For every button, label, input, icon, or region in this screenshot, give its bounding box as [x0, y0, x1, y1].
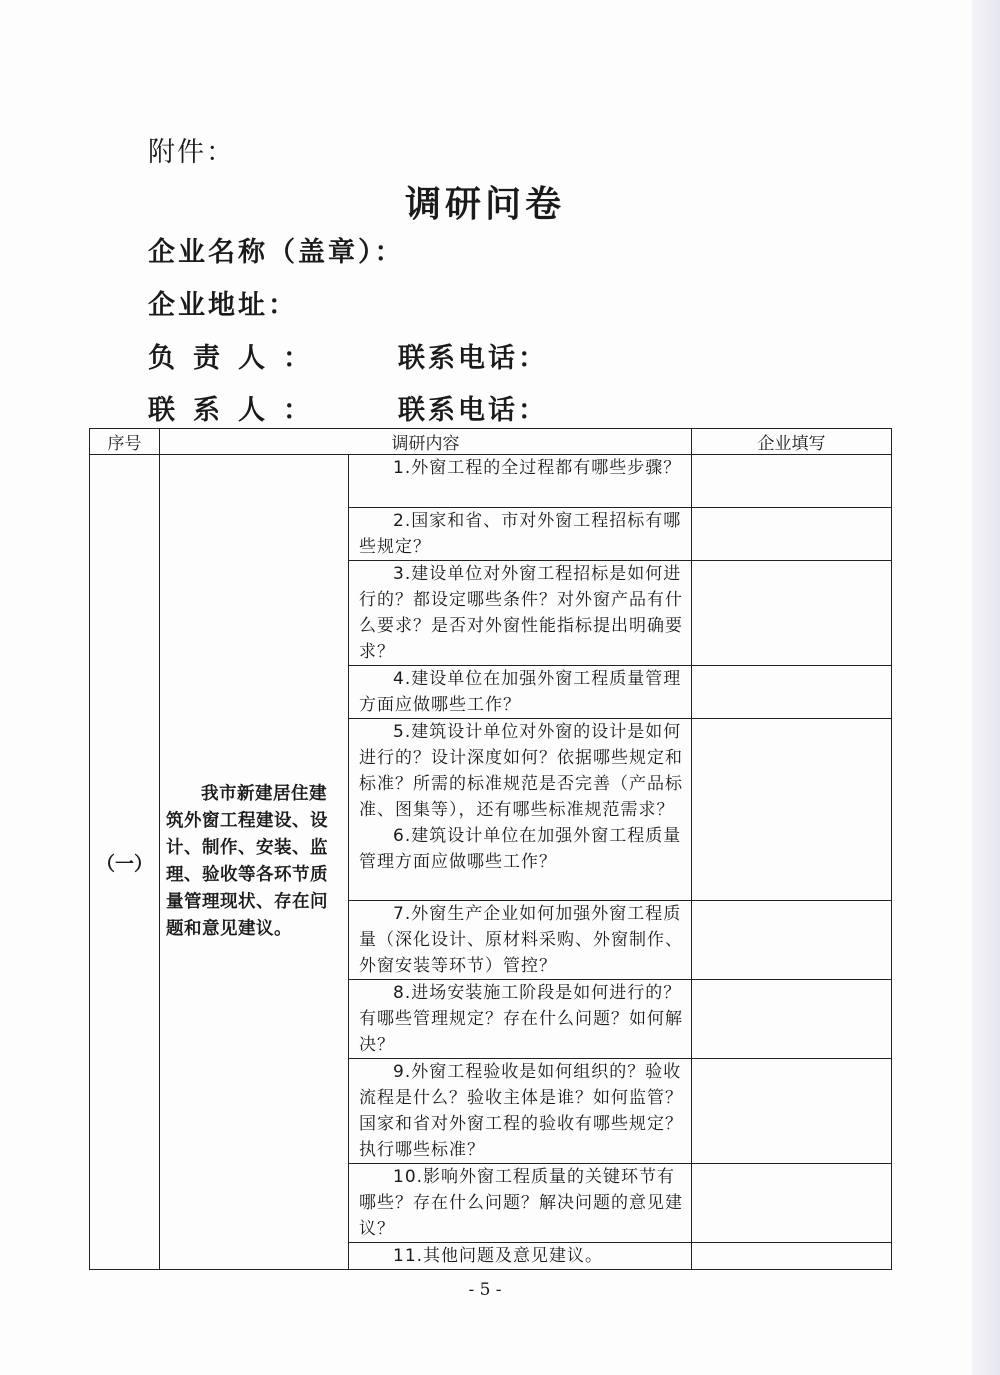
question-6: 6.建筑设计单位在加强外窗工程质量管理方面应做哪些工作？	[359, 826, 682, 872]
answer-cell-2[interactable]	[692, 508, 892, 561]
answer-cell-3[interactable]	[692, 561, 892, 666]
answer-cell-8[interactable]	[692, 980, 892, 1059]
company-name-field: 企业名称（盖章）：	[148, 237, 405, 268]
question-10: 10.影响外窗工程质量的关键环节有哪些？存在什么问题？解决问题的意见建议？	[349, 1164, 692, 1243]
contact-person-field: 联系人：	[148, 395, 328, 426]
question-5-6	[349, 719, 692, 901]
attachment-label: 附件：	[148, 137, 235, 168]
question-1: 1.外窗工程的全过程都有哪些步骤？	[349, 455, 692, 508]
header-company-fill: 企业填写	[692, 429, 892, 455]
answer-cell-9[interactable]	[692, 1059, 892, 1164]
person-in-charge-field: 负责人：	[148, 343, 328, 374]
row-index: （一）	[90, 455, 160, 1270]
question-5: 5.建筑设计单位对外窗的设计是如何进行的？设计深度如何？依据哪些规定和标准？所需的标准规范是否完善（产品标准、图集等），还有哪些标准规范需求？	[359, 722, 683, 820]
answer-cell-11[interactable]	[692, 1243, 892, 1270]
phone-field-2: 联系电话：	[398, 395, 548, 426]
header-index: 序号	[90, 429, 160, 455]
topic-cell: 我市新建居住建筑外窗工程建设、设计、制作、安装、监理、验收等各环节质量管理现状、存在问题和意见建议。	[160, 455, 349, 1270]
question-2: 2.国家和省、市对外窗工程招标有哪些规定？	[349, 508, 692, 561]
question-3: 3.建设单位对外窗工程招标是如何进行的？都设定哪些条件？对外窗产品有什么要求？是否对外窗性能指标提出明确要求？	[349, 561, 692, 666]
answer-cell-7[interactable]	[692, 901, 892, 980]
answer-cell-5[interactable]	[692, 719, 892, 901]
header-content: 调研内容	[160, 429, 692, 455]
answer-cell-1[interactable]	[692, 455, 892, 508]
document-title: 调研问卷	[404, 183, 565, 225]
answer-cell-4[interactable]	[692, 666, 892, 719]
page-edge-shadow	[972, 0, 1000, 1375]
table-header-row	[90, 429, 892, 455]
question-8: 8.进场安装施工阶段是如何进行的？有哪些管理规定？存在什么问题？如何解决？	[349, 980, 692, 1059]
company-address-field: 企业地址：	[148, 290, 298, 321]
question-4: 4.建设单位在加强外窗工程质量管理方面应做哪些工作？	[349, 666, 692, 719]
answer-cell-10[interactable]	[692, 1164, 892, 1243]
question-11: 11.其他问题及意见建议。	[349, 1243, 692, 1270]
question-7: 7.外窗生产企业如何加强外窗工程质量（深化设计、原材料采购、外窗制作、外窗安装等环节）管控？	[349, 901, 692, 980]
phone-field-1: 联系电话：	[398, 343, 548, 374]
page-number: - 5 -	[468, 1280, 502, 1300]
question-9: 9.外窗工程验收是如何组织的？验收流程是什么？验收主体是谁？如何监管？国家和省对外窗工程的验收有哪些规定？执行哪些标准？	[349, 1059, 692, 1164]
survey-table	[89, 428, 892, 1270]
table-row	[90, 455, 892, 508]
